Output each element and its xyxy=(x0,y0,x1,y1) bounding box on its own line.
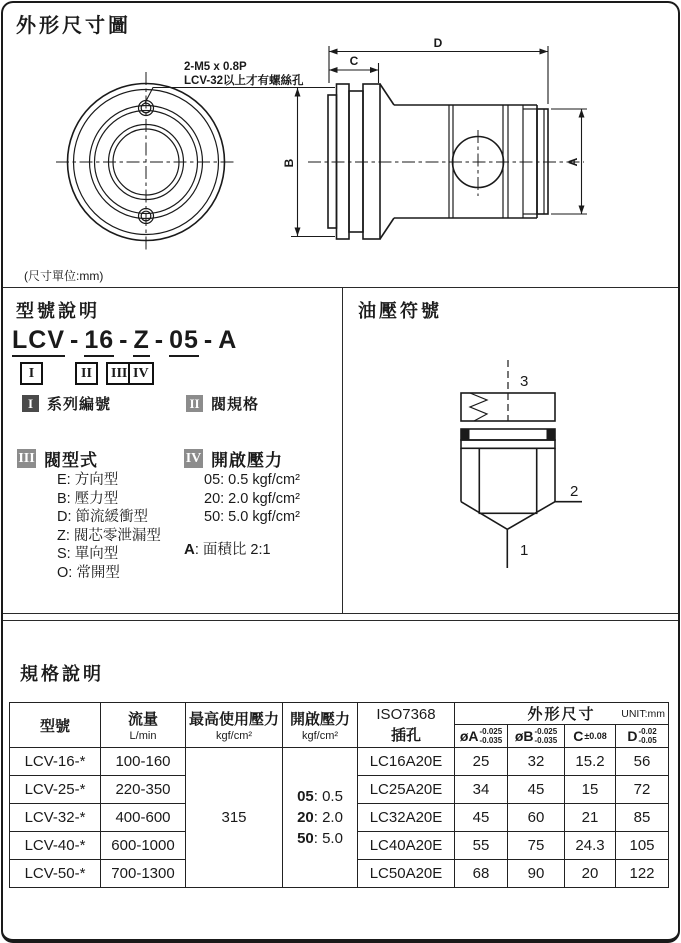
callout-leader-line xyxy=(145,88,298,104)
hydraulic-symbol-drawing xyxy=(342,290,681,614)
table-row xyxy=(10,748,669,776)
model-code-type: Z xyxy=(133,326,149,357)
legend-crack-pressure-marker: IV xyxy=(184,449,203,468)
crack-pressure-list xyxy=(204,471,300,527)
crack-pressure-item: 50: 5.0 kgf/cm² xyxy=(204,509,300,526)
valve-type-item: O: 常開型 xyxy=(57,564,120,581)
cell-dim-d: 72 xyxy=(616,776,669,804)
cell-dim-a: 45 xyxy=(455,804,508,832)
unit-note: (尺寸單位:mm) xyxy=(24,269,104,283)
valve-type-item: S: 單向型 xyxy=(57,546,119,563)
cell-dim-d: 85 xyxy=(616,804,669,832)
model-code-separator: - xyxy=(70,326,80,354)
crack-option: 05: 0.5 xyxy=(297,788,343,805)
cell-flow: 600-1000 xyxy=(101,832,186,860)
legend-series-label: 系列編號 xyxy=(47,396,112,413)
cell-flow: 100-160 xyxy=(101,748,186,776)
model-code-separator: - xyxy=(154,326,165,354)
cell-model: LCV-25-* xyxy=(10,776,101,804)
legend-series-marker: I xyxy=(22,395,39,412)
cell-iso: LC25A20E xyxy=(358,776,455,804)
front-view-drawing xyxy=(56,61,304,252)
cell-dim-b: 60 xyxy=(508,804,565,832)
spec-section-title: 規格說明 xyxy=(20,664,104,684)
model-code-size: 16 xyxy=(84,326,114,357)
valve-type-item: B: 壓力型 xyxy=(57,490,119,507)
col-header-flow-unit: L/min xyxy=(129,730,157,742)
col-header-dia-b: øB -0.025 -0.035 xyxy=(508,725,565,748)
col-header-max-pressure-unit: kgf/cm² xyxy=(215,730,253,742)
dimension-c xyxy=(329,54,379,83)
legend-valve-spec xyxy=(186,393,259,414)
outline-dimension-drawing xyxy=(0,0,681,290)
crack-pressure-item: 20: 2.0 kgf/cm² xyxy=(204,490,300,507)
legend-crack-pressure xyxy=(184,446,283,471)
area-ratio-code: A xyxy=(184,541,195,558)
spec-table xyxy=(9,702,669,888)
numeral-box-3: III xyxy=(106,362,132,385)
crack-pressure-item: 05: 0.5 kgf/cm² xyxy=(204,472,300,488)
cell-dim-a: 34 xyxy=(455,776,508,804)
numeral-box-4: IV xyxy=(128,362,154,385)
seal-band xyxy=(461,429,555,440)
area-ratio-note xyxy=(184,538,271,559)
cell-model: LCV-16-* xyxy=(10,748,101,776)
cell-dim-b: 45 xyxy=(508,776,565,804)
side-view-drawing xyxy=(308,84,584,239)
cell-dim-a: 25 xyxy=(455,748,508,776)
cell-model: LCV-32-* xyxy=(10,804,101,832)
cell-dim-a: 68 xyxy=(455,860,508,888)
cell-flow: 400-600 xyxy=(101,804,186,832)
legend-valve-spec-marker: II xyxy=(186,395,203,412)
col-header-crack-pressure: 開啟壓力 kgf/cm² xyxy=(283,703,358,748)
area-ratio-text: : 面積比 2:1 xyxy=(194,542,271,558)
cell-iso: LC40A20E xyxy=(358,832,455,860)
port-3-label: 3 xyxy=(520,373,529,390)
cell-model: LCV-40-* xyxy=(10,832,101,860)
legend-valve-spec-label: 閥規格 xyxy=(211,396,260,413)
body-collar xyxy=(461,440,555,448)
dimension-a xyxy=(551,109,587,214)
legend-series xyxy=(22,393,111,414)
crack-option: 50: 5.0 xyxy=(297,830,343,847)
cell-flow: 220-350 xyxy=(101,776,186,804)
cell-iso: LC16A20E xyxy=(358,748,455,776)
valve-type-list xyxy=(57,471,161,583)
numeral-box-1: I xyxy=(20,362,43,385)
port-1-label: 1 xyxy=(520,542,529,559)
col-header-d: D -0.02 -0.05 xyxy=(616,725,669,748)
divider-middle-bottom-b xyxy=(3,620,678,621)
table-unit-note: UNIT:mm xyxy=(621,708,666,720)
dim-label-c: C xyxy=(349,54,359,68)
col-header-c: C ±0.08 xyxy=(565,725,616,748)
model-code-separator: - xyxy=(203,326,214,354)
callout-thread-note: LCV-32以上才有螺絲孔 xyxy=(184,75,304,87)
cell-crack-pressure xyxy=(283,748,358,888)
cell-dim-c: 15.2 xyxy=(565,748,616,776)
cell-max-pressure: 315 xyxy=(186,748,283,888)
dim-label-b: B xyxy=(282,158,296,168)
model-section-title: 型號說明 xyxy=(16,301,100,321)
cell-dim-a: 55 xyxy=(455,832,508,860)
cell-dim-c: 21 xyxy=(565,804,616,832)
seal-left xyxy=(461,429,470,440)
cell-dim-d: 122 xyxy=(616,860,669,888)
legend-valve-type-marker: III xyxy=(17,449,36,468)
col-header-outline-dims: 外形尺寸 UNIT:mm xyxy=(455,703,669,725)
dim-label-d: D xyxy=(433,36,443,50)
poppet-inner xyxy=(479,448,536,513)
poppet-right-edge xyxy=(507,502,555,530)
cell-dim-b: 90 xyxy=(508,860,565,888)
cell-dim-b: 75 xyxy=(508,832,565,860)
symbol-section-title: 油壓符號 xyxy=(358,301,442,321)
cell-dim-c: 20 xyxy=(565,860,616,888)
outline-section-title: 外形尺寸圖 xyxy=(16,15,131,37)
model-code-ratio: A xyxy=(218,326,238,354)
spring-icon xyxy=(470,393,487,421)
numeral-box-2: II xyxy=(75,362,98,385)
cell-dim-d: 56 xyxy=(616,748,669,776)
col-header-iso-cavity: ISO7368 插孔 xyxy=(358,703,455,748)
model-code xyxy=(12,326,237,355)
model-code-pressure: 05 xyxy=(169,326,199,357)
col-header-dia-a: øA -0.025 -0.035 xyxy=(455,725,508,748)
poppet-left-edge xyxy=(461,502,507,530)
legend-valve-type-label: 閥型式 xyxy=(44,451,98,470)
model-code-series: LCV xyxy=(12,326,65,357)
cell-flow: 700-1300 xyxy=(101,860,186,888)
valve-type-item: E: 方向型 xyxy=(57,472,119,488)
dim-label-a: A xyxy=(566,157,580,167)
cell-iso: LC50A20E xyxy=(358,860,455,888)
col-header-max-pressure: 最高使用壓力 kgf/cm² xyxy=(186,703,283,748)
valve-type-item: Z: 閥芯零泄漏型 xyxy=(57,527,161,544)
valve-type-item: D: 節流緩衝型 xyxy=(57,509,149,526)
port-2-label: 2 xyxy=(570,483,579,500)
seal-right xyxy=(547,429,556,440)
col-header-flow: 流量 L/min xyxy=(101,703,186,748)
legend-crack-pressure-label: 開啟壓力 xyxy=(211,451,283,470)
cell-dim-c: 24.3 xyxy=(565,832,616,860)
model-code-separator: - xyxy=(119,326,129,354)
crack-option: 20: 2.0 xyxy=(297,809,343,826)
col-header-crack-pressure-unit: kgf/cm² xyxy=(301,730,339,742)
cell-dim-b: 32 xyxy=(508,748,565,776)
cell-dim-d: 105 xyxy=(616,832,669,860)
legend-valve-type xyxy=(17,446,98,471)
cell-model: LCV-50-* xyxy=(10,860,101,888)
col-header-model: 型號 xyxy=(10,703,101,748)
cell-dim-c: 15 xyxy=(565,776,616,804)
cell-iso: LC32A20E xyxy=(358,804,455,832)
callout-thread-spec: 2-M5 x 0.8P xyxy=(184,61,247,73)
